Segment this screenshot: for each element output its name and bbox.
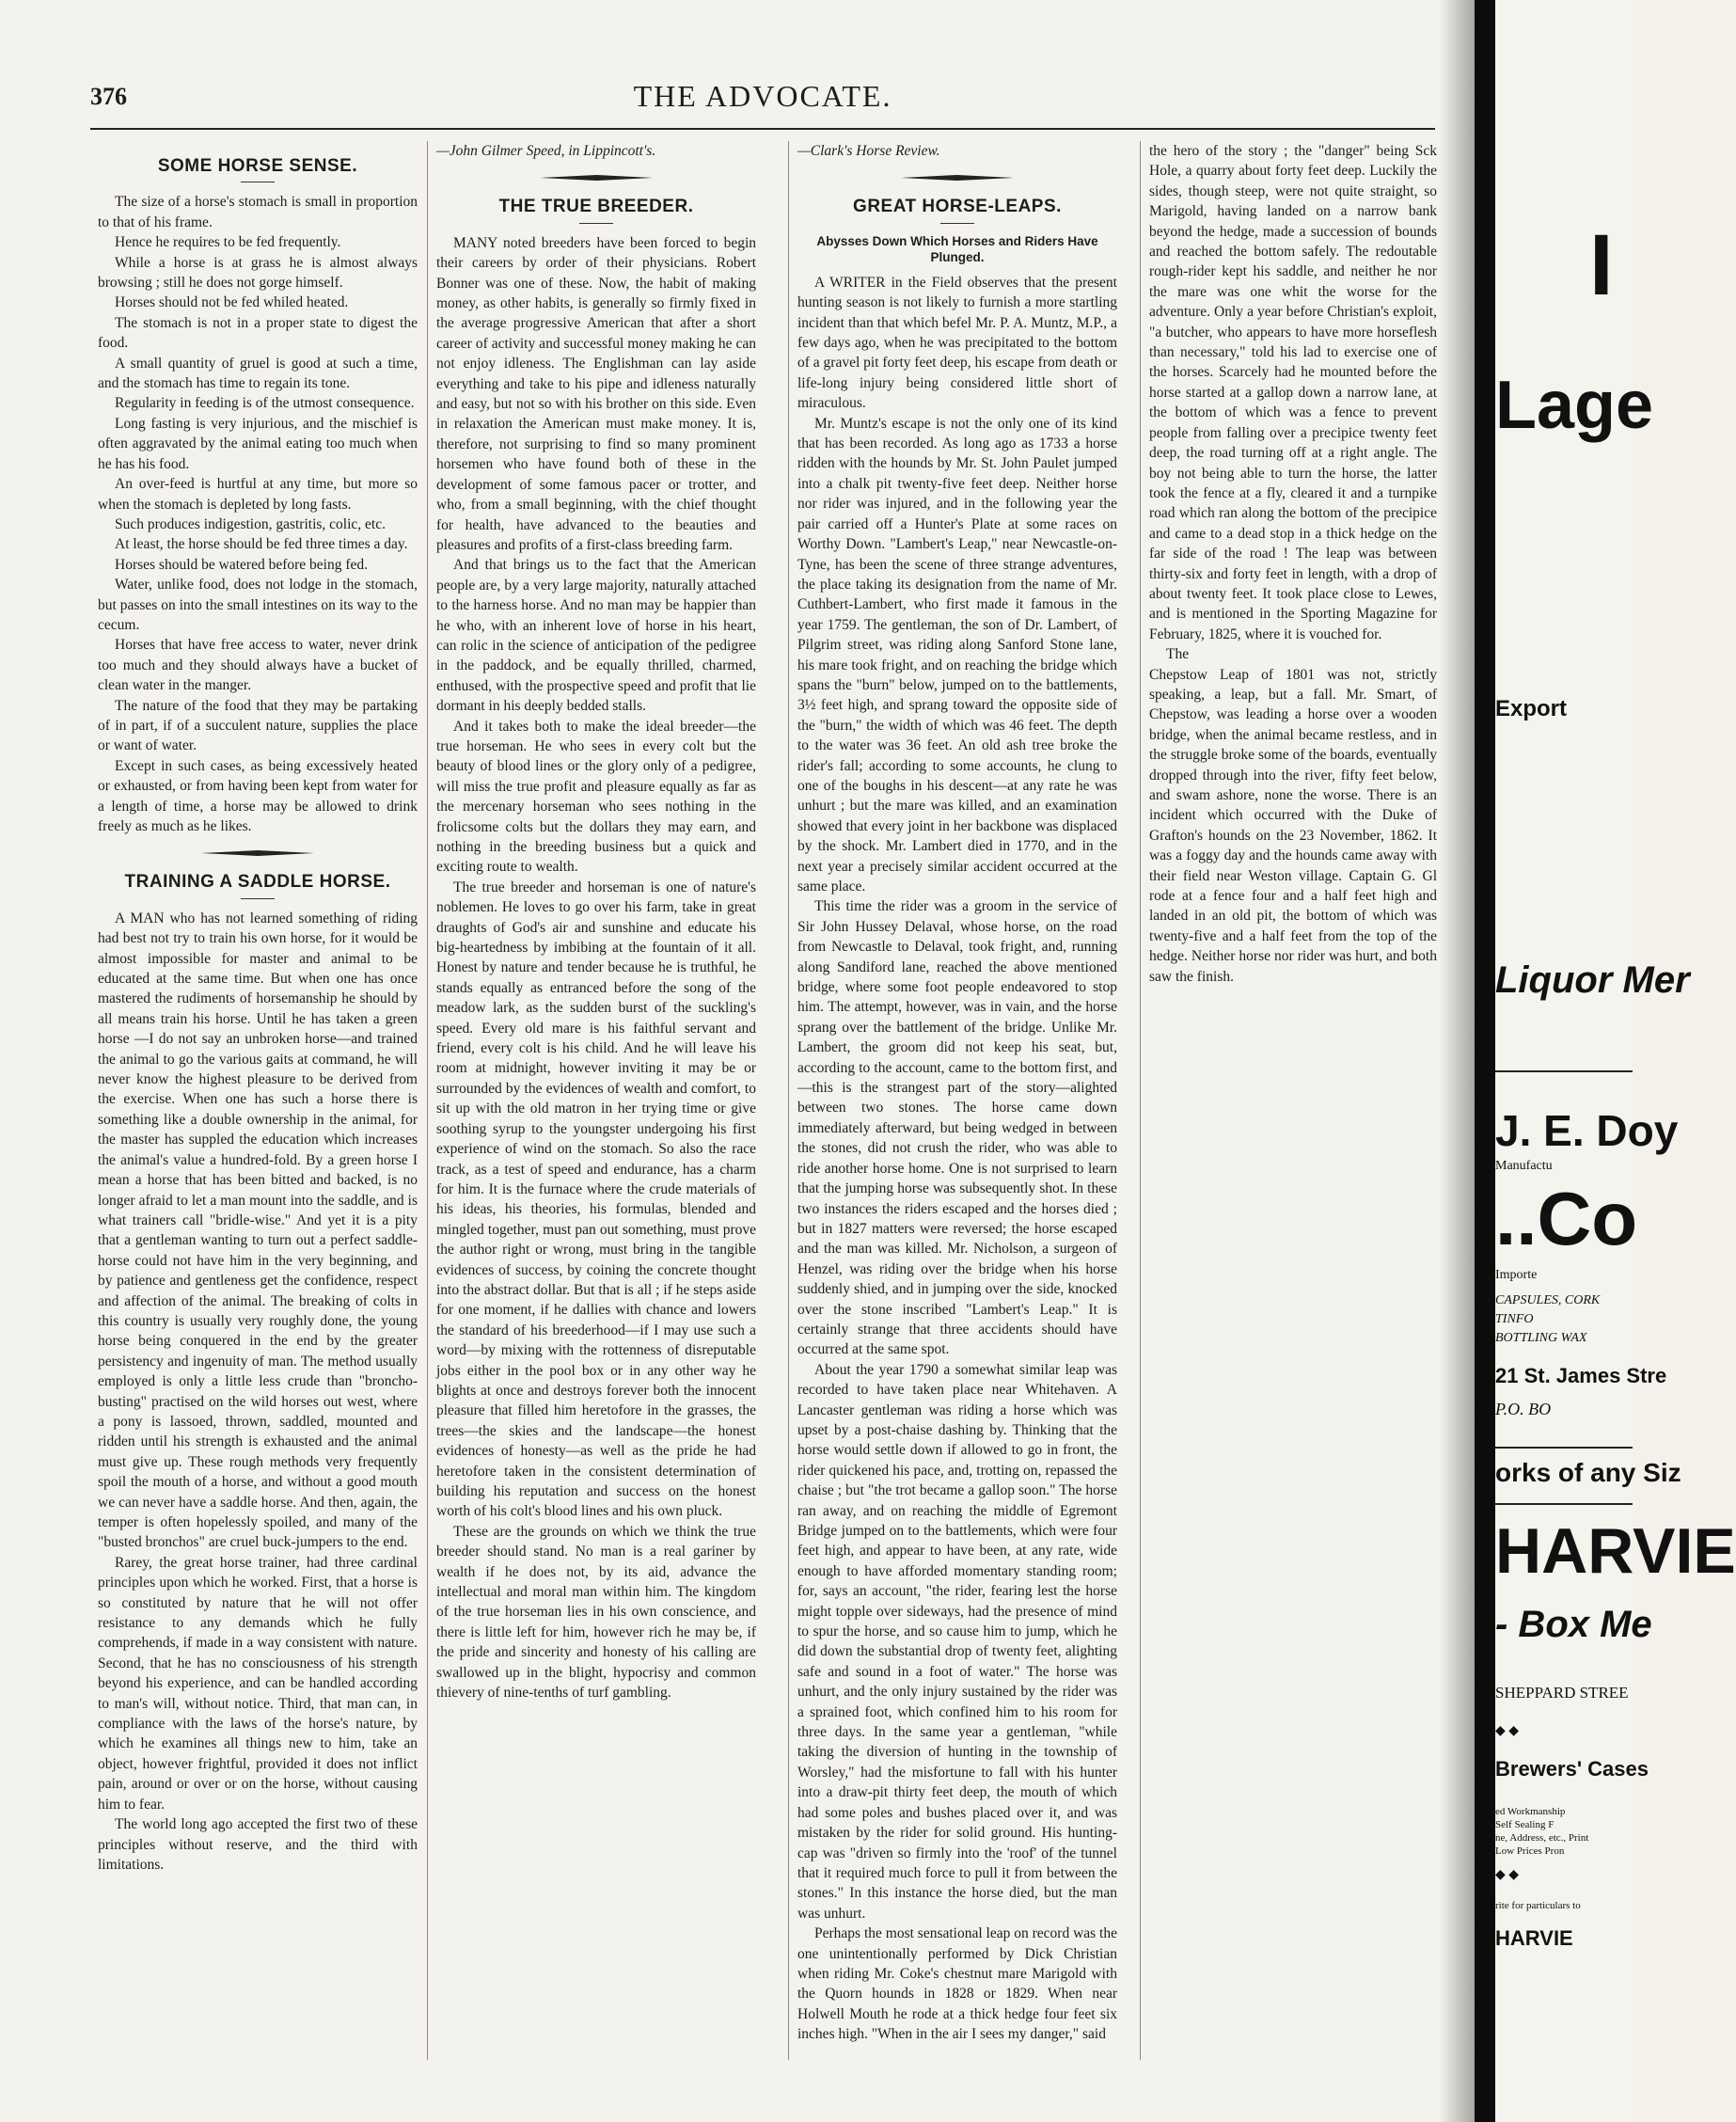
article-title-horse-sense: SOME HORSE SENSE. — [157, 156, 358, 176]
paragraph: These are the grounds on which we think the true breeder should stand. No man is a real gariner by wealth if he does not, by its aid, advance the intellectual and moral man within him. The kingdom of the true horseman lies in his own conscience, and there is little left for him, however rich he may be, if the pride and sincerity and honesty of his calling are swallowed up in the blight, hypocrisy and common thievery of nine-tenths of turf gambling. — [436, 1523, 756, 1702]
paragraph: The world long ago accepted the first two of these principles without reserve, and the third with limitations. — [98, 1816, 418, 1873]
ad-fragment: BOTTLING WAX — [1495, 1331, 1587, 1345]
publication-title: THE ADVOCATE. — [633, 79, 892, 113]
column-rule — [788, 141, 789, 2060]
paragraph: MANY noted breeders have been forced to begin their careers by order of their physicians. Robert Bonner was one of these. Now, the habit of making money, as other habits, is generally so firmly fixed in the average progressive American that after a short career of activity and successful money making he can not enjoy idleness. The Englishman can lay aside everything and take to his pipe and idleness naturally and easy, but not so with his brother on this side. Even in relaxation the American must make money. It is, therefore, not surprising to find so many prominent horsemen who have found both of these in the development of some famous pacer or trotter, and who, from a small beginning, with the chief thought for health, have advanced to the beauties and pleasures and profits of a first-class breeding farm. — [436, 234, 756, 553]
ad-fragment: Importe — [1495, 1268, 1538, 1282]
paragraph: Perhaps the most sensational leap on record was the one unintentionally performed by Dick Christian when riding Mr. Coke's chestnut mare Marigold with the Quorn hounds in 1828 or 1829. When near Holwell Mouth he rode at a thick hedge four feet six inches high. "When in the air I sees my danger," said — [797, 1925, 1117, 2043]
ad-rule — [1495, 1503, 1633, 1505]
ad-rule — [1495, 1447, 1633, 1449]
column-rule — [427, 141, 428, 2060]
ad-fragment: Lage — [1495, 368, 1654, 443]
ad-fragment: Low Prices Pron — [1495, 1845, 1565, 1857]
ad-fragment: - Box Me — [1495, 1604, 1652, 1645]
ad-fragment: Manufactu — [1495, 1159, 1553, 1173]
ad-fragment: Brewers' Cases — [1495, 1757, 1649, 1781]
ad-fragment: ed Workmanship — [1495, 1806, 1566, 1817]
paragraph: Such produces indigestion, gastritis, colic, etc. — [115, 515, 386, 532]
ad-fragment: Self Sealing F — [1495, 1819, 1555, 1830]
paragraph: Except in such cases, as being excessively heated or exhausted, or from having been kept from water for a length of time, a horse may be allowed to drink freely as much as he likes. — [98, 757, 418, 834]
paragraph: The size of a horse's stomach is small in proportion to that of his frame. — [98, 194, 418, 230]
page-header — [90, 77, 1435, 124]
ad-fragment: Liquor Mer — [1495, 959, 1690, 1001]
attribution: —Clark's Horse Review. — [797, 143, 940, 159]
ad-fragment: TINFO — [1495, 1312, 1534, 1326]
paragraph: A MAN who has not learned something of riding had best not try to train his own horse, for it would be almost impossible for master and animal to be educated at the same time. But when one has once mastered the rudiments of horsemanship he should by all means train his horse. Until he has taken a green horse —I do not say an unbroken horse—and trained the animal to go the various gaits at command, he will never know the highest pleasure to be derived from the exercise. When one has such a horse there is something like a double ownership in the animal, for the master has suppled the education which increases the animal's value a hundred-fold. By a green horse I mean a horse that has been bitted and backed, is no longer afraid to let a man mount into the saddle, and is what trainers call "bridle-wise." And yet it is a pity that a gentleman wanting to turn out a perfect saddle-horse could not have him in the very beginning, and by patience and gentleness get the confidence, respect and affection of the animal. The breaking of colts in this country is usually very roughly done, the young horse being conquered in the end by the greater persistency and ingenuity of man. The method usually employed is only a little less crude than "broncho-busting" practised on the wild horses out west, where a pony is lassoed, thrown, saddled, mounted and ridden until his strength is exhausted and the animal must give up. These rough methods very frequently spoil the mouth of a horse, and without a good mouth we can never have a saddle horse. And then, again, the temper is often hopelessly spoiled, and many of the "busted bronchos" are cruel buck-jumpers to the end. — [98, 910, 418, 1551]
advertisement-page — [1495, 0, 1736, 2122]
paragraph: A WRITER in the Field observes that the present hunting season is not likely to furnish a more startling incident than that which befel Mr. P. A. Muntz, M.P., a few days ago, when he was precipitated to the bottom of a gravel pit forty feet deep, his escape from death or life-long injury being considered little short of miraculous. — [797, 274, 1117, 412]
ad-fragment: J. E. Doy — [1495, 1106, 1679, 1155]
paragraph: Water, unlike food, does not lodge in the stomach, but passes on into the small intestines on its way to the cecum. — [98, 577, 418, 633]
ad-fragment: HARVIE — [1495, 1926, 1573, 1950]
ad-fragment: HARVIE — [1495, 1515, 1736, 1587]
column-4 — [1149, 141, 1437, 2060]
title-rule — [940, 223, 974, 224]
ad-fragment: 21 St. James Stre — [1495, 1364, 1667, 1387]
title-rule — [579, 223, 613, 224]
article-title-true-breeder: THE TRUE BREEDER. — [498, 197, 694, 217]
ad-fragment: ◆ ◆ — [1495, 1724, 1520, 1738]
paragraph: The true breeder and horseman is one of nature's noblemen. He loves to go over his farm, take in great draughts of God's air and sunshine and educate his big-heartedness by imbibing at the fountain of it all. Honest by nature and tender because he is truthful, he stands equally as entranced before the song of the meadow lark, as the sudden burst of the suckling's speed. Every old mare is his faithful servant and friend, every colt is his child. And he will leave his room at midnight, however inviting it may be or surrounded by the evidences of wealth and comfort, to sit up with the old matron in her trying time or give soothing syrup to the youngster undergoing his first experience of wind on the stomach. So also the race track, as a test of speed and endurance, has a charm for him. It is the furnace where the crude materials of his ideas, his theories, his formulas, blended and mingled together, must pan out something, must prove the author right or wrong, must bring in the tangible evidences of success, by coining the concrete thought into the abstract dollar. But that is all ; if he steps aside for one moment, if he dallies with chance and lowers the standard of his breederhood—if I may use such a word—by mixing with the rottenness of disreputable jobs either in the pool box or in any other way he blights at once and destroys forever both the innocent pleasure that filled him heretofore in the grasses, the trees—the skies and the landscape—the honest evidences of honesty—as well as the pride he had heretofore taken in the consistent determination of building his reputation and success on the honest worth of his colt's blood lines and his own pluck. — [436, 879, 756, 1520]
paragraph: A small quantity of gruel is good at such a time, and the stomach has time to regain its tone. — [98, 355, 418, 392]
article-title-saddle-horse: TRAINING A SADDLE HORSE. — [124, 872, 391, 893]
ad-fragment: P.O. BO — [1495, 1400, 1552, 1418]
article-body-true-breeder — [436, 233, 756, 1703]
paragraph: Rarey, the great horse trainer, had three cardinal principles upon which he worked. First, that a horse is so constituted by nature that he will not offer resistance to any demands which he fully comprehends, if made in a way consistent with nature. Second, that he has no consciousness of his strength beyond his experience, and can be handled according to man's will, without notice. Third, that man can, in compliance with the laws of the horse's nature, by which he examines all things new to him, take an object, however frightful, provided it does not inflict pain, around or over or on the horse, without causing him to fear. — [98, 1554, 418, 1813]
paragraph: And it takes both to make the ideal breeder—the true horseman. He who sees in every colt but the beauty of blood lines or the glory only of a pedigree, will miss the true profit and pleasure equally as far as the mercenary horseman who sees nothing in the frolicsome colts but the dollars they may earn, and nothing in the breeding business but a quick and exciting route to wealth. — [436, 718, 756, 876]
article-subtitle-horse-leaps: Abysses Down Which Horses and Riders Have Plunged. — [816, 233, 1098, 264]
page-number: 376 — [90, 83, 127, 110]
header-rule — [90, 128, 1435, 130]
article-divider — [901, 174, 1014, 182]
ad-fragment: ..Co — [1495, 1177, 1638, 1260]
paragraph: The stomach is not in a proper state to digest the food. — [98, 314, 418, 352]
paragraph: While a horse is at grass he is almost always browsing ; still he does not gorge himself. — [98, 254, 418, 292]
attribution: —John Gilmer Speed, in Lippincott's. — [436, 143, 656, 159]
article-divider — [201, 849, 314, 857]
article-divider — [540, 174, 653, 182]
ad-fragment: I — [1589, 217, 1614, 313]
paragraph: About the year 1790 a somewhat similar leap was recorded to have taken place near Whitehaven. A Lancaster gentleman was riding a horse which was upset by a post-chaise dashing by. Thinking that the horse would settle down if allowed to go in front, the rider quickened his pace, and, trotting on, repassed the chaise ; but "the trot became a gallop soon." The horse ran away, and on reaching the middle of Egremont Bridge jumped on to the battlements, which were four feet high, and appear to have been, at any rate, wide enough to have afforded momentary standing room; for, says an account, "the rider, fearing lest the horse might topple over sideways, had the presence of mind to spur the horse, and so cause him to jump, which he did down the substantial drop of twenty feet, alighting safe and sound in a foot of water." The horse was unhurt, and the only injury sustained by the rider was a sprained foot, which confined him to his room for three days. In the same year a gentleman, "while taking the diversion of hunting in the township of Worsley," had the misfortune to fall with his hunter into a draw-pit thirty feet deep, the mouth of which had some poles and bushes placed over it, and was mistaken by the rider for solid ground. His hunting-cap was "driven so firmly into the 'roof' of the tunnel that it required much force to pull it from between the stones." In this instance the horse died, but the man was unhurt. — [797, 1361, 1117, 1922]
ad-fragment: orks of any Siz — [1495, 1458, 1681, 1487]
article-body-horse-leaps-continued — [1149, 141, 1437, 987]
article-body-saddle-horse — [98, 909, 418, 1876]
book-spine — [1475, 0, 1495, 2122]
ad-fragment: CAPSULES, CORK — [1495, 1293, 1601, 1307]
paragraph: The — [1166, 646, 1190, 663]
paragraph: The nature of the food that they may be partaking of in part, if of a succulent nature, supplies the place or want of water. — [98, 697, 418, 754]
paragraph: This time the rider was a groom in the service of Sir John Hussey Delaval, whose horse, on the road from Newcastle to Delaval, took fright, and, running along Sandiford lane, reached the above mentioned bridge, where some foot people endeavored to stop him. The attempt, however, was in vain, and the horse sprang over the battlement of the bridge. Unlike Mr. Lambert, the groom did not keep his seat, but, according to the account, came to the bottom first, and—this is the strangest part of the story—alighted between two stones. The horse came down immediately afterward, but being wedged in between the stones, did not crush the rider, who was able to ride another horse home. One is not surprised to learn that the jumping horse was subsequently shot. In these two instances the riders escaped and the horses died ; but in 1827 matters were reversed; the horse escaped and the man was killed. Mr. Nicholson, a surgeon of Henzel, was riding over the bridge when his horse suddenly shied, and in jumping over the side, knocked over the stone inscribed "Lambert's Leap." It is certainly strange that three accidents should have occurred at the same spot. — [797, 898, 1117, 1358]
paragraph: Horses that have free access to water, never drink too much and they should always have a bucket of clean water in the manger. — [98, 637, 418, 694]
paragraph: Regularity in feeding is of the utmost consequence. — [115, 395, 415, 412]
paragraph: Hence he requires to be fed frequently. — [115, 234, 341, 251]
ad-rule — [1495, 1070, 1633, 1072]
article-title-horse-leaps: GREAT HORSE-LEAPS. — [853, 197, 1062, 217]
title-rule — [241, 898, 275, 899]
column-3 — [797, 141, 1117, 2060]
paragraph: Mr. Muntz's escape is not the only one of its kind that has been recorded. As long ago as 1733 a horse ridden with the hounds by Mr. St. John Paulet jumped into a chalk pit twenty-five feet deep. Neither horse nor rider was injured, and in the following year the pair carried off a Hunter's Plate at some races on Worthy Down. "Lambert's Leap," near Newcastle-on-Tyne, has been the scene of three strange adventures, the place taking its designation from the name of Mr. Cuthbert-Lambert, who first made it famous in the year 1759. The gentleman, the son of Dr. Lambert, of Pilgrim street, was riding along Sanford Stone lane, his mare took fright, and on reaching the bridge which spans the "burn" below, jumped on to the battlements, 3½ feet high, and sprang toward the opposite side of the "burn," the width of which was 46 feet. The depth to the water was 36 feet. An old ash tree broke the rider's fall; according to some accounts, he clung to one of the boughs in his descent—at any rate he was unhurt ; but the mare was killed, and an examination showed that every joint in her backbone was displaced by the shock. Mr. Lambert died in 1770, and in the next year a precisely similar accident occurred at the same place. — [797, 415, 1117, 895]
ad-fragment: rite for particulars to — [1495, 1900, 1581, 1911]
article-body-horse-leaps — [797, 273, 1117, 2045]
paragraph: the hero of the story ; the "danger" being Sck Hole, a quarry about forty feet deep. Luckily the sides, though steep, were not quite straight, so Marigold, having landed on a narrow bank beyond the hedge, made a succession of bounds and reached the bottom safely. The redoutable rough-rider kept his saddle, and neither he nor the mare was one whit the worse for the adventure. Only a year before Christian's exploit, "a butcher, who appears to have more horseflesh than necessary," told his lad to exercise one of the horses. Scarcely had he mounted before the horse started at a gallop down a narrow lane, at the bottom of which was a fence to prevent people from falling over a precipice twenty feet deep, the road turning off at a right angle. The boy not being able to turn the horse, the latter took the fence at a fly, cleared it and a turnpike road which ran along the bottom of the precipice and came to a dead stop in a thick hedge on the far side of the road ! The leap was between thirty-six and forty feet in length, with a drop of about twenty feet. It took place close to Lewes, and is mentioned in the Sporting Magazine for February, 1825, where it is vouched for. — [1149, 143, 1437, 642]
paragraph: An over-feed is hurtful at any time, but more so when the stomach is depleted by long fasts. — [98, 476, 418, 513]
ad-fragment: SHEPPARD STREE — [1495, 1684, 1629, 1702]
paragraph: Horses should not be fed whiled heated. — [115, 294, 349, 311]
column-2 — [436, 141, 756, 2060]
ad-fragment: ◆ ◆ — [1495, 1868, 1520, 1882]
paragraph: Horses should be watered before being fed. — [115, 556, 369, 573]
paragraph: Long fasting is very injurious, and the mischief is often aggravated by the animal eating too much when he has his food. — [98, 415, 418, 472]
paragraph: And that brings us to the fact that the American people are, by a very large majority, naturally attached to the harness horse. And no man may be happier than he who, with an inherent love of horse in his heart, can rolic in the science of anticipation of the pedigree in the paddock, and be equally thrilled, charmed, enthused, with the prospective speed and profit that lie dormant in his deeply bedded stalls. — [436, 557, 756, 715]
paragraph: At least, the horse should be fed three times a day. — [115, 536, 408, 553]
ad-fragment: ne, Address, etc., Print — [1495, 1832, 1589, 1844]
column-rule — [1140, 141, 1141, 2060]
column-1 — [98, 141, 418, 2060]
ad-fragment: Export — [1495, 696, 1568, 721]
paragraph: Chepstow Leap of 1801 was not, strictly speaking, a leap, but a fall. Mr. Smart, of Chepstow, was leading a horse over a wooden bridge, when the animal became restless, and in the struggle broke some of the boards, eventually dropped through into the river, fifty feet below, and swam ashore, none the worse. There is an incident which occurred with the Duke of Grafton's hounds on the 23 November, 1862. It was a foggy day and the hounds came away with their field near Weston village. Captain G. Gl rode at a fence four and a half feet high and landed in an old pit, the bottom of which was twenty-five and a half feet from the top of the hedge. Neither horse nor rider was hurt, and both saw the finish. — [1149, 666, 1437, 985]
article-body-horse-sense — [98, 192, 418, 836]
